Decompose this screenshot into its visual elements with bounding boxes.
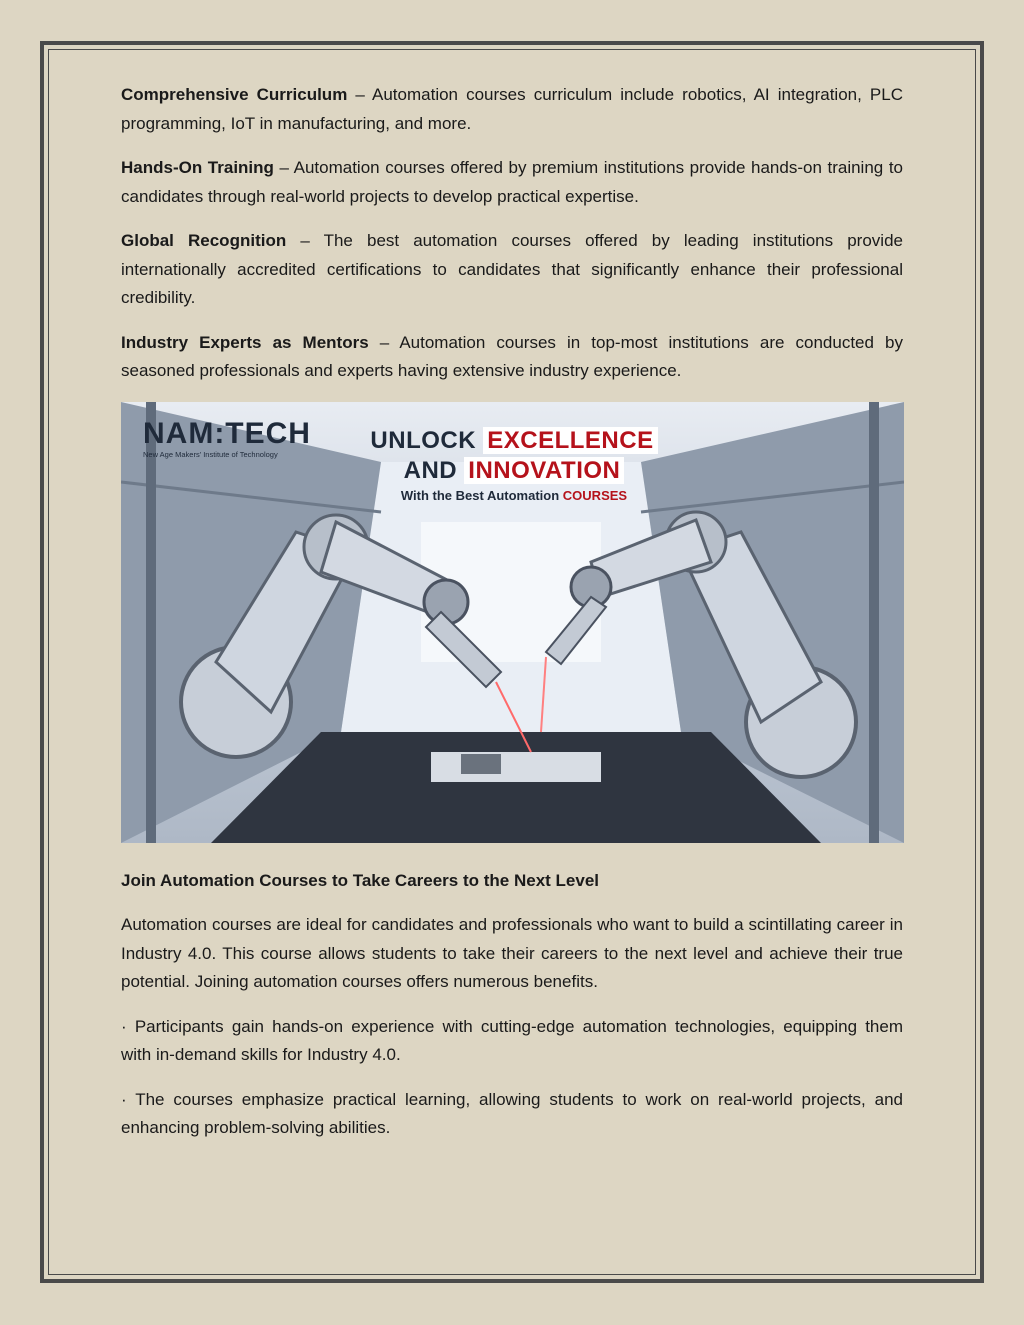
- bullet-item: · Participants gain hands-on experience with cutting-edge automation technologies, equipping them with in-demand skills for Industry 4.0.: [121, 1016, 903, 1064]
- document-body: [121, 81, 903, 1159]
- logo-tagline: New Age Makers' Institute of Technology: [143, 449, 278, 459]
- benefit-paragraph: [121, 154, 903, 211]
- headline-innovation: INNOVATION: [464, 457, 624, 484]
- benefit-term: Hands-On Training: [121, 158, 274, 177]
- bullet-item: · The courses emphasize practical learning, allowing students to work on real-world projects, and enhancing problem-solving abilities.: [121, 1089, 903, 1137]
- benefit-term: Comprehensive Curriculum: [121, 85, 348, 104]
- namtech-logo: [143, 418, 311, 459]
- logo-wordmark: NAM:TECH: [143, 416, 311, 450]
- headline-subtitle: With the Best Automation: [400, 487, 560, 503]
- benefit-text: – The best automation courses offered by leading institutions provide internationally accredited certifications to candidates that significantly enhance their professional credibility.: [121, 231, 903, 307]
- benefit-text: – Automation courses curriculum include robotics, AI integration, PLC programming, IoT in manufacturing, and more.: [121, 85, 903, 133]
- benefit-term: Industry Experts as Mentors: [121, 332, 369, 352]
- headline-courses: COURSES: [562, 487, 628, 503]
- headline-and: AND: [403, 456, 458, 484]
- benefit-text: – Automation courses in top-most institutions are conducted by seasoned professionals and experts having extensive industry experience.: [121, 332, 903, 380]
- headline-unlock: UNLOCK: [370, 426, 477, 454]
- benefit-term: Global Recognition: [121, 231, 287, 250]
- banner-headline: [321, 426, 707, 504]
- benefit-paragraph: [121, 329, 903, 386]
- banner-image: [121, 402, 904, 843]
- benefit-paragraph: [121, 81, 903, 138]
- benefit-paragraph: [121, 227, 903, 313]
- section-title: Join Automation Courses to Take Careers to the Next Level: [121, 870, 600, 890]
- headline-excellence: EXCELLENCE: [483, 427, 657, 454]
- benefit-text: – Automation courses offered by premium institutions provide hands-on training to candidates through real-world projects to develop practical expertise.: [121, 158, 904, 206]
- section-intro: Automation courses are ideal for candidates and professionals who want to build a scintillating career in Industry 4.0. This course allows students to take their careers to the next level and achieve their true potential. Joining automation courses offers numerous benefits.: [121, 915, 903, 991]
